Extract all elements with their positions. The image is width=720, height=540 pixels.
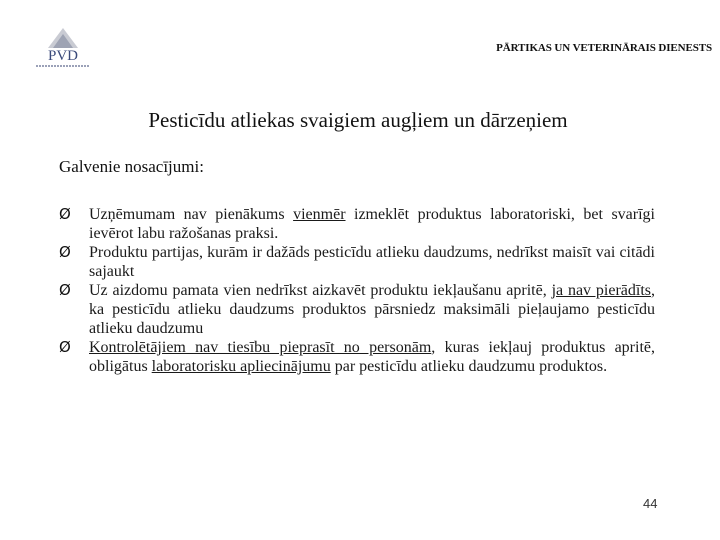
bullet-item xyxy=(59,338,655,376)
bullet-text: Uz aizdomu pamata vien nedrīkst aizkavēt produktu iekļaušanu apritē, xyxy=(89,282,552,299)
bullet-text: , ka pesticīdu atlieku daudzums produktos pārsniedz maksimāli pieļaujamo pesticīdu atlieku daudzumu xyxy=(89,282,655,337)
arrow-bullet-icon: Ø xyxy=(59,281,71,299)
bullet-text: par pesticīdu atlieku daudzumu produktos. xyxy=(330,358,608,375)
underlined-text: ja nav pierādīts xyxy=(551,282,651,299)
arrow-bullet-icon: Ø xyxy=(59,205,71,223)
bullet-text: izmeklēt produktus laboratoriski, bet svarīgi ievērot labu ražošanas praksi. xyxy=(89,206,656,242)
slide-subtitle: Galvenie nosacījumi: xyxy=(59,157,204,176)
bullet-text: Uzņēmumam nav pienākums xyxy=(89,206,294,223)
arrow-bullet-icon: Ø xyxy=(59,243,71,261)
svg-text:PVD: PVD xyxy=(47,48,79,64)
arrow-bullet-icon: Ø xyxy=(59,338,71,356)
pvd-logo xyxy=(28,26,98,72)
bullet-item xyxy=(59,205,655,243)
underlined-text: Kontrolētājiem nav tiesību pieprasīt no personām xyxy=(89,339,432,356)
underlined-text: vienmēr xyxy=(293,206,346,223)
organization-name: PĀRTIKAS UN VETERINĀRAIS DIENESTS xyxy=(496,42,712,54)
bullet-text: , kuras iekļauj produktus apritē, obligātus xyxy=(89,339,656,375)
bullet-item xyxy=(59,281,655,338)
bullet-list xyxy=(59,205,655,376)
slide-title: Pesticīdu atliekas svaigiem augļiem un dārzeņiem xyxy=(148,108,568,132)
bullet-item xyxy=(59,243,655,281)
underlined-text: laboratorisku apliecinājumu xyxy=(151,358,331,375)
bullet-text: Produktu partijas, kurām ir dažāds pesticīdu atlieku daudzums, nedrīkst maisīt vai citādi sajaukt xyxy=(89,244,655,280)
page-number: 44 xyxy=(643,496,658,511)
